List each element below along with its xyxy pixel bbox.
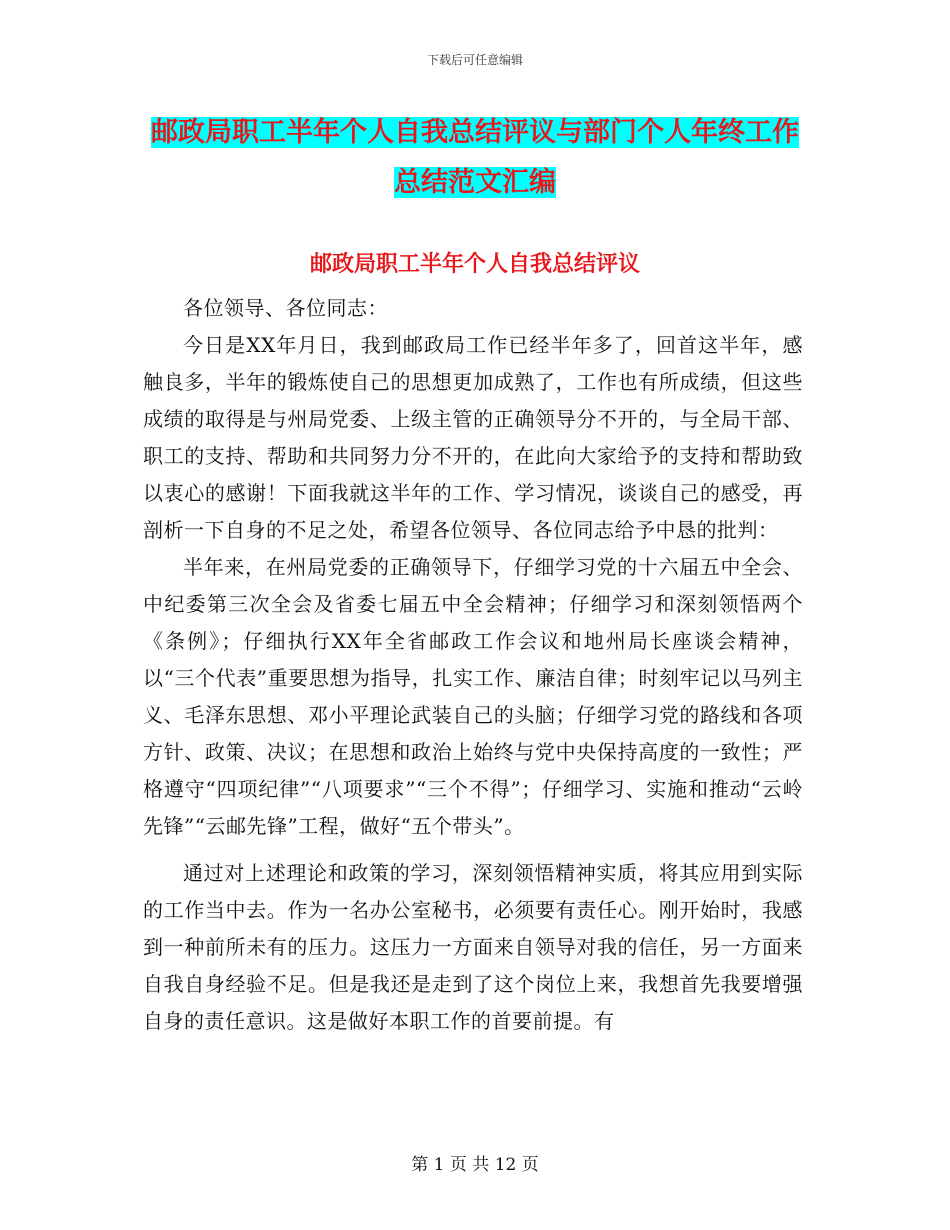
document-title-text: 邮政局职工半年个人自我总结评议与部门个人年终工作总结范文汇编 [151, 117, 799, 198]
body-paragraph: 今日是XX年月日，我到邮政局工作已经半年多了，回首这半年，感触良多，半年的锻炼使自己的思想更加成熟了，工作也有所成绩，但这些成绩的取得是与州局党委、上级主管的正确领导分不开的，与全局干部、职工的支持、帮助和共同努力分不开的，在此向大家给予的支持和帮助致以衷心的感谢！下面我就这半年的工作、学习情况，谈谈自己的感受，再剖析一下自身的不足之处，希望各位领导、各位同志给予中恳的批判： [143, 333, 803, 542]
document-body [143, 290, 803, 1040]
document-title [140, 108, 810, 208]
body-paragraph: 通过对上述理论和政策的学习，深刻领悟精神实质，将其应用到实际的工作当中去。作为一名办公室秘书，必须要有责任心。刚开始时，我感到一种前所未有的压力。这压力一方面来自领导对我的信任，另一方面来自我自身经验不足。但是我还是走到了这个岗位上来，我想首先我要增强自身的责任意识。这是做好本职工作的首要前提。有 [143, 861, 803, 1033]
salutation-paragraph: 各位领导、各位同志： [183, 296, 388, 320]
section-title: 邮政局职工半年个人自我总结评议 [309, 251, 640, 277]
body-paragraph: 半年来，在州局党委的正确领导下，仔细学习党的十六届五中全会、中纪委第三次全会及省委七届五中全会精神；仔细学习和深刻领悟两个《条例》；仔细执行XX年全省邮政工作会议和地州局长座谈会精神，以“三个代表”重要思想为指导，扎实工作、廉洁自律；时刻牢记以马列主义、毛泽东思想、邓小平理论武装自己的头脑；仔细学习党的路线和各项方针、政策、决议；在思想和政治上始终与党中央保持高度的一致性；严格遵守“四项纪律”“八项要求”“三个不得”；仔细学习、实施和推动“云岭先锋”“云邮先锋”工程，做好“五个带头”。 [143, 555, 803, 838]
page-number: 第 1 页 共 12 页 [411, 1155, 539, 1175]
page-header-note: 下载后可任意编辑 [426, 53, 523, 67]
